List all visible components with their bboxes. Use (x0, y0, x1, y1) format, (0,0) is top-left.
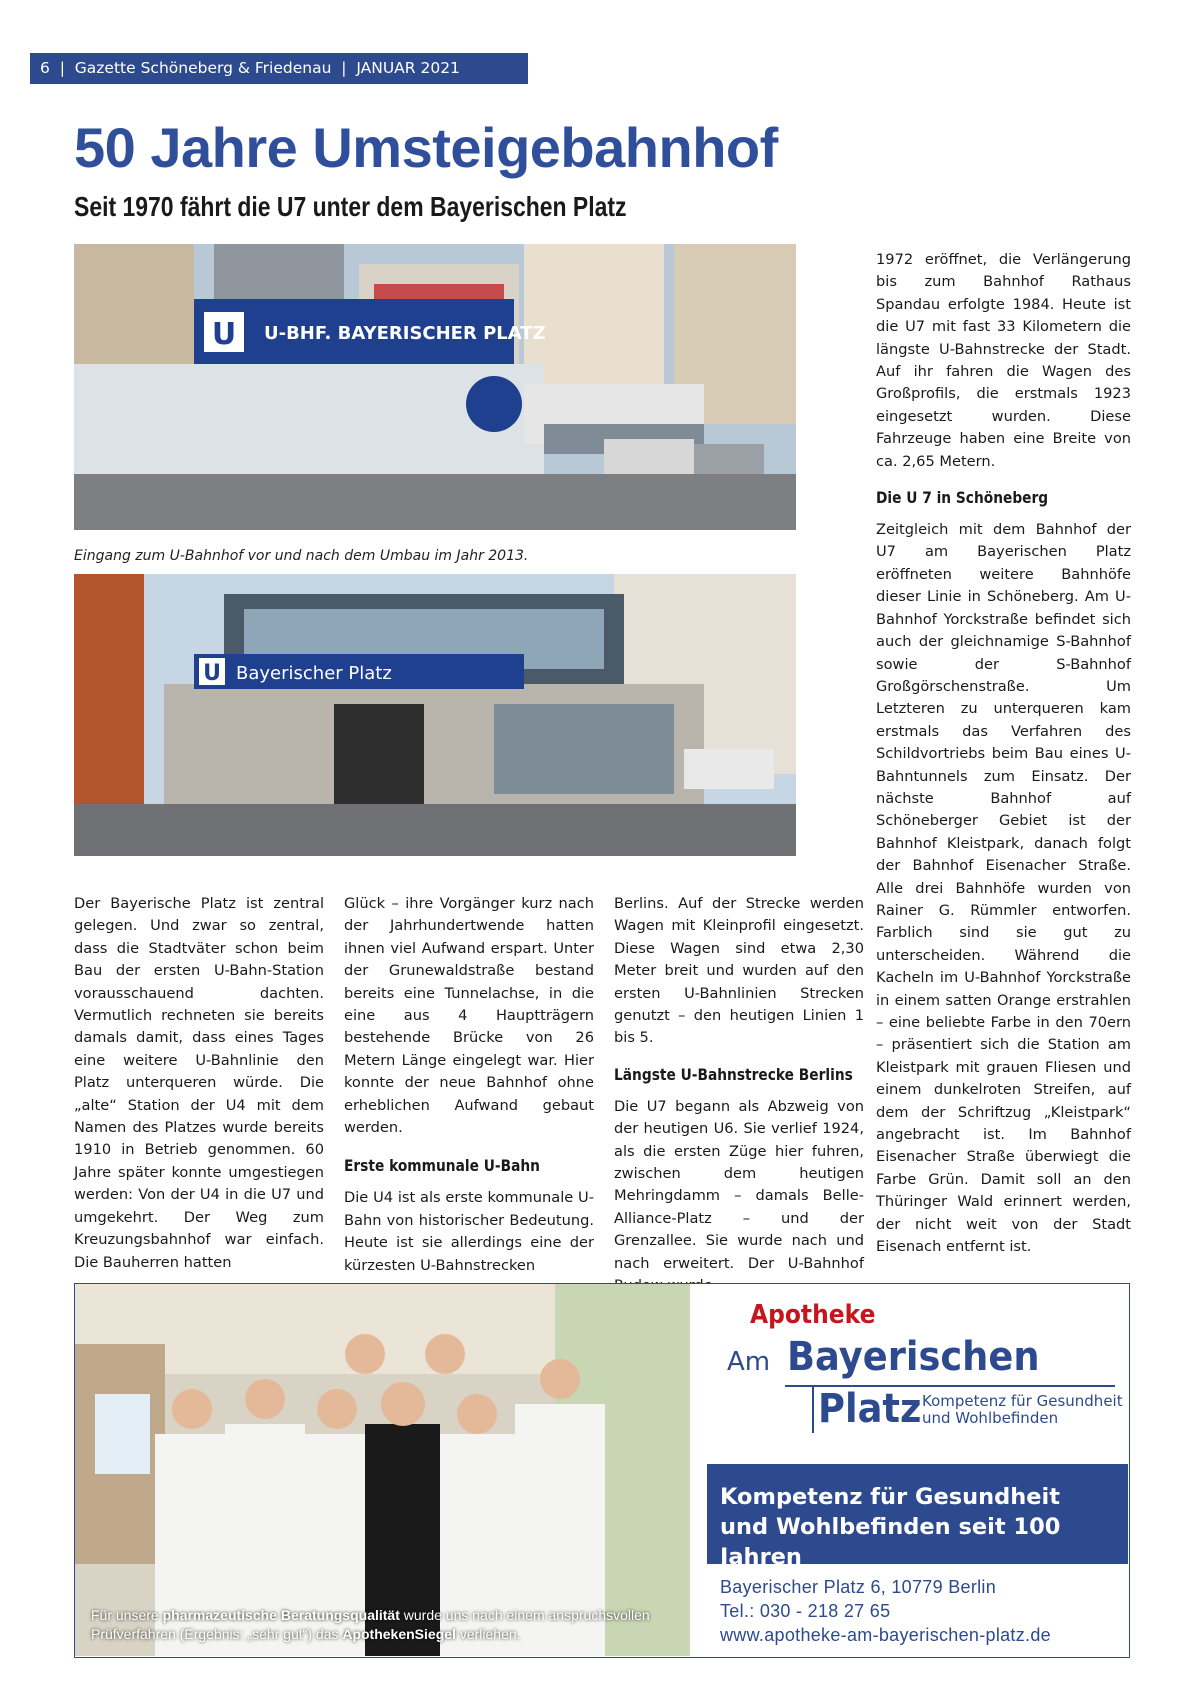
page-header-bar (30, 53, 528, 84)
photo-caption: Eingang zum U-Bahnhof vor und nach dem Umbau im Jahr 2013. (74, 548, 529, 564)
photo-sign-new-u-letter: U (203, 661, 221, 686)
section-heading: Erste kommunale U-Bahn (344, 1156, 540, 1176)
pharmacy-team-photo (75, 1284, 690, 1656)
section-heading: Die U 7 in Schöneberg (876, 488, 1049, 508)
pharmacy-logo-am: Am (727, 1347, 771, 1377)
article-column-1 (74, 893, 324, 1274)
article-subtitle: Seit 1970 fährt die U7 unter dem Bayerischen Platz (74, 191, 627, 222)
pharmacy-logo-platz: Platz (818, 1386, 922, 1432)
page-header-text: 6 | Gazette Schöneberg & Friedenau | JANUAR 2021 (40, 59, 460, 77)
photo-station-before (74, 244, 796, 530)
article-paragraph: Berlins. Auf der Strecke werden Wagen mit Kleinprofil eingesetzt. Diese Wagen sind etwa 2,30 Meter breit und wurden auf den ersten U-Bahnlinien Strecken genutzt – den heutigen Linien 1 bis 5. (614, 895, 864, 1047)
pharmacy-logo-apotheke: Apotheke (750, 1300, 876, 1330)
pharmacy-logo-bayerischen: Bayerischen (787, 1334, 1040, 1380)
article-column-4 (876, 249, 1131, 1258)
photo-station-after (74, 574, 796, 856)
article-paragraph: Zeitgleich mit dem Bahnhof der U7 am Bayerischen Platz eröffneten weitere Bahnhöfe dieser Linie in Schöneberg. Am U-Bahnhof Yorckstraße befindet sich auch der gleichnamige S-Bahnhof sowie der S-Bahnhof Großgörschenstraße. Um Letzteren zu unterqueren kam erstmals das Verfahren des Schildvortriebs beim Bau eines U-Bahntunnels zum Einsatz. Der nächste Bahnhof auf Schöneberger Gebiet ist der Bahnhof Kleistpark, danach folgt der Bahnhof Eisenacher Straße. Alle drei Bahnhöfe wurden von Rainer G. Rümmler entworfen. Farblich sind sie gut zu unterscheiden. Während die Kacheln im U-Bahnhof Yorckstraße in einem satten Orange erstrahlen – eine beliebte Farbe in den 70ern – präsentiert sich die Station am Kleistpark mit grauen Fliesen und einem dunkelroten Streifen, auf dem der Schriftzug „Kleistpark“ angebracht ist. Im Bahnhof Eisenacher Straße überwiegt die Farbe Grün. Damit soll an den Thüringer Wald erinnert werden, der nicht weit von der Stadt Eisenach entfernt ist. (876, 521, 1131, 1256)
photo-sign-old-text: U-BHF. BAYERISCHER PLATZ (264, 323, 546, 344)
pharmacy-slogan-line: und Wohlbefinden seit 100 Jahren (720, 1514, 1061, 1570)
photo-sign-new-text: Bayerischer Platz (236, 663, 392, 684)
caption-part-bold: ApothekenSiegel (342, 1626, 456, 1642)
pharmacy-slogan-line: Kompetenz für Gesundheit (720, 1484, 1061, 1510)
caption-part: verliehen. (455, 1626, 521, 1642)
pharmacy-logo-tagline (922, 1393, 1123, 1427)
section-heading: Längste U-Bahnstrecke Berlins (614, 1064, 853, 1084)
caption-part: wurde uns nach einem anspruchsvollen Prüfverfahren (Ergebnis: „sehr gut“) das (91, 1607, 650, 1642)
pharmacy-address: Bayerischer Platz 6, 10779 Berlin (720, 1577, 997, 1597)
caption-part: Für unsere (91, 1607, 163, 1623)
article-paragraph: 1972 eröffnet, die Verlängerung bis zum Bahnhof Rathaus Spandau erfolgte 1984. Heute ist die U7 mit fast 33 Kilometern die längste U-Bahnstrecke der Stadt. Auf ihr fahren die Wagen des Großprofils, die erstmals 1923 eingesetzt wurden. Diese Fahrzeuge haben eine Breite von ca. 2,65 Metern. (876, 251, 1131, 470)
article-column-2 (344, 893, 594, 1277)
pharmacy-slogan-band (707, 1464, 1128, 1570)
pharmacy-logo-rule-vertical (812, 1385, 814, 1433)
caption-part-bold: pharmazeutische Beratungsqualität (162, 1607, 400, 1623)
pharmacy-contact (720, 1575, 1051, 1647)
article-paragraph: Die U7 begann als Abzweig von der heutigen U6. Sie verlief 1924, als die ersten Züge hier fuhren, zwischen dem heutigen Mehringdamm – damals Belle-Alliance-Platz – und der Grenzallee. Sie wurde nach und nach erweitert. Der U-Bahnhof (614, 1097, 864, 1272)
pharmacy-logo-tagline-line: Kompetenz für Gesundheit (922, 1392, 1123, 1410)
pharmacy-logo-tagline-line: und Wohlbefinden (922, 1409, 1059, 1427)
article-title: 50 Jahre Umsteigebahnhof (74, 116, 778, 179)
pharmacy-phone: Tel.: 030 - 218 27 65 (720, 1601, 891, 1621)
photo-sign-u-letter: U (211, 317, 237, 352)
article-paragraph: Der Bayerische Platz ist zentral gelegen. Und zwar so zentral, dass die Stadtväter schon beim Bau der ersten U-Bahn-Station vorausschauend dachten. Vermutlich rechneten sie bereits damals damit, dass eines Tages eine weitere U-Bahnlinie den Platz unterqueren würde. Die „alte“ Station der U4 mit dem Namen des Platzes wurde bereits 1910 in Betrieb genommen. 60 Jahre später konnte umgestiegen werden: Von der U4 in die U7 und umgekehrt. Der Weg zum Kreuzungsbahnhof war einfach. Die Bauherren hatten (74, 895, 324, 1271)
pharmacy-website-link[interactable]: www.apotheke-am-bayerischen-platz.de (720, 1625, 1051, 1645)
article-column-3 (614, 893, 864, 1298)
article-paragraph: Die U4 ist als erste kommunale U-Bahn von historischer Bedeutung. Heute ist sie allerdings eine der kürzesten U-Bahnstrecken (344, 1189, 594, 1274)
pharmacy-photo-caption (91, 1606, 681, 1644)
article-paragraph: Glück – ihre Vorgänger kurz nach der Jahrhundertwende hatten ihnen viel Aufwand erspart. Unter der Grunewaldstraße bestand bereits eine Tunnelachse, in die eine aus 4 Hauptträgern bestehende Brücke von 26 Metern Länge eingelegt war. Hier konnte der neue Bahnhof ohne erheblichen Aufwand gebaut werden. (344, 895, 594, 1137)
